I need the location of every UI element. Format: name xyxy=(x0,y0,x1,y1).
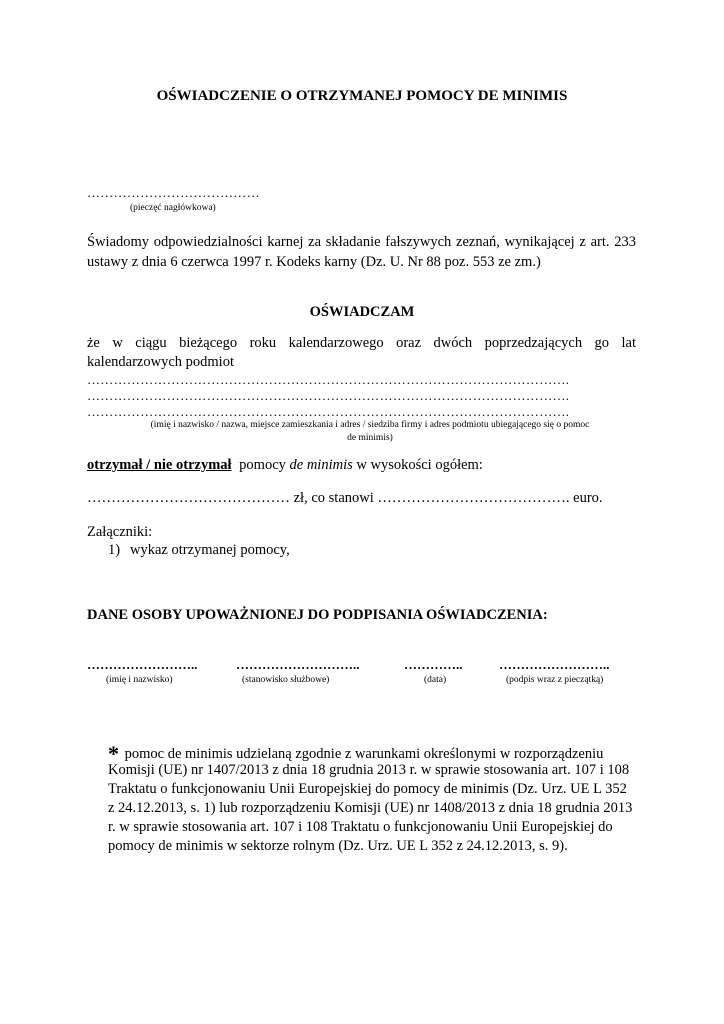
signatory-date-dots: ………….. xyxy=(404,657,463,672)
statement-line-1: że w ciągu bieżącego roku kalendarzowego oraz dwóch poprzedzających go lat xyxy=(87,335,636,351)
footnote-line-5: r. w sprawie stosowania art. 107 i 108 Traktatu o funkcjonowaniu Unii Europejskiej do xyxy=(108,819,613,835)
signatory-date-label: (data) xyxy=(424,675,447,685)
signatory-position-label: (stanowisko służbowe) xyxy=(242,675,330,685)
received-post: w wysokości ogółem: xyxy=(352,457,483,473)
amount-pln-dots: …………………………………… xyxy=(87,490,290,506)
subject-caption-1: (imię i nazwisko / nazwa, miejsce zamieszkania i adres / siedziba firmy i adres podmiotu ubiegającego się o pomoc xyxy=(150,420,590,430)
footnote-star: * xyxy=(108,741,119,766)
received-pre: pomocy xyxy=(235,457,290,473)
received-italic: de minimis xyxy=(289,457,353,473)
signatory-signature-dots: …………………….. xyxy=(499,657,610,672)
stamp-caption: (pieczęć nagłówkowa) xyxy=(130,203,216,213)
amount-pln-text: zł, co stanowi xyxy=(290,490,378,506)
intro-line-2: ustawy z dnia 6 czerwca 1997 r. Kodeks karny (Dz. U. Nr 88 poz. 553 ze zm.) xyxy=(87,254,541,270)
signatory-name-dots: …………………….. xyxy=(87,657,198,672)
attachment-item-text: wykaz otrzymanej pomocy, xyxy=(130,542,290,558)
attachment-item-number: 1) xyxy=(108,542,121,558)
subject-dots-2: ………………………………………………………………………………………………. xyxy=(87,388,570,403)
footnote-line-2: Komisji (UE) nr 1407/2013 z dnia 18 grudnia 2013 r. w sprawie stosowania art. 107 i 108 xyxy=(108,762,630,778)
statement-line-2: kalendarzowych podmiot xyxy=(87,354,234,370)
stamp-dots: ………………………………… xyxy=(87,185,260,200)
declare-heading: OŚWIADCZAM xyxy=(309,304,415,320)
attachments-label: Załączniki: xyxy=(87,524,153,540)
document-title: OŚWIADCZENIE O OTRZYMANEJ POMOCY DE MINIMIS xyxy=(156,88,568,104)
footnote-line-6: pomocy de minimis w sektorze rolnym (Dz. Urz. UE L 352 z 24.12.2013, s. 9). xyxy=(108,838,568,854)
footnote-line-3: Traktatu o funkcjonowaniu Unii Europejskiej do pomocy de minimis (Dz. Urz. UE L 352 xyxy=(108,781,627,797)
amount-eur-dots: ………………………………… xyxy=(377,490,566,506)
intro-line-1: Świadomy odpowiedzialności karnej za składanie fałszywych zeznań, wynikającej z art. 233 xyxy=(87,234,636,250)
signatory-signature-label: (podpis wraz z pieczątką) xyxy=(506,675,604,685)
footnote-line-4: z 24.12.2013, s. 1) lub rozporządzeniu Komisji (UE) nr 1408/2013 z dnia 18 grudnia 2013 xyxy=(108,800,633,816)
received-line xyxy=(87,457,483,474)
signatory-heading: DANE OSOBY UPOWAŻNIONEJ DO PODPISANIA OŚWIADCZENIA: xyxy=(87,607,548,623)
amount-line xyxy=(87,490,603,507)
subject-caption-2: de minimis) xyxy=(347,433,393,443)
amount-eur-text: . euro. xyxy=(565,490,603,506)
signatory-name-label: (imię i nazwisko) xyxy=(106,675,173,685)
footnote-line-1-text: pomoc de minimis udzielaną zgodnie z warunkami określonymi w rozporządzeniu xyxy=(124,746,604,762)
signatory-position-dots: ……………………….. xyxy=(236,657,360,672)
subject-dots-3: ………………………………………………………………………………………………. xyxy=(87,404,570,419)
received-choice: otrzymał / nie otrzymał xyxy=(87,457,232,473)
subject-dots-1: ………………………………………………………………………………………………. xyxy=(87,372,570,387)
